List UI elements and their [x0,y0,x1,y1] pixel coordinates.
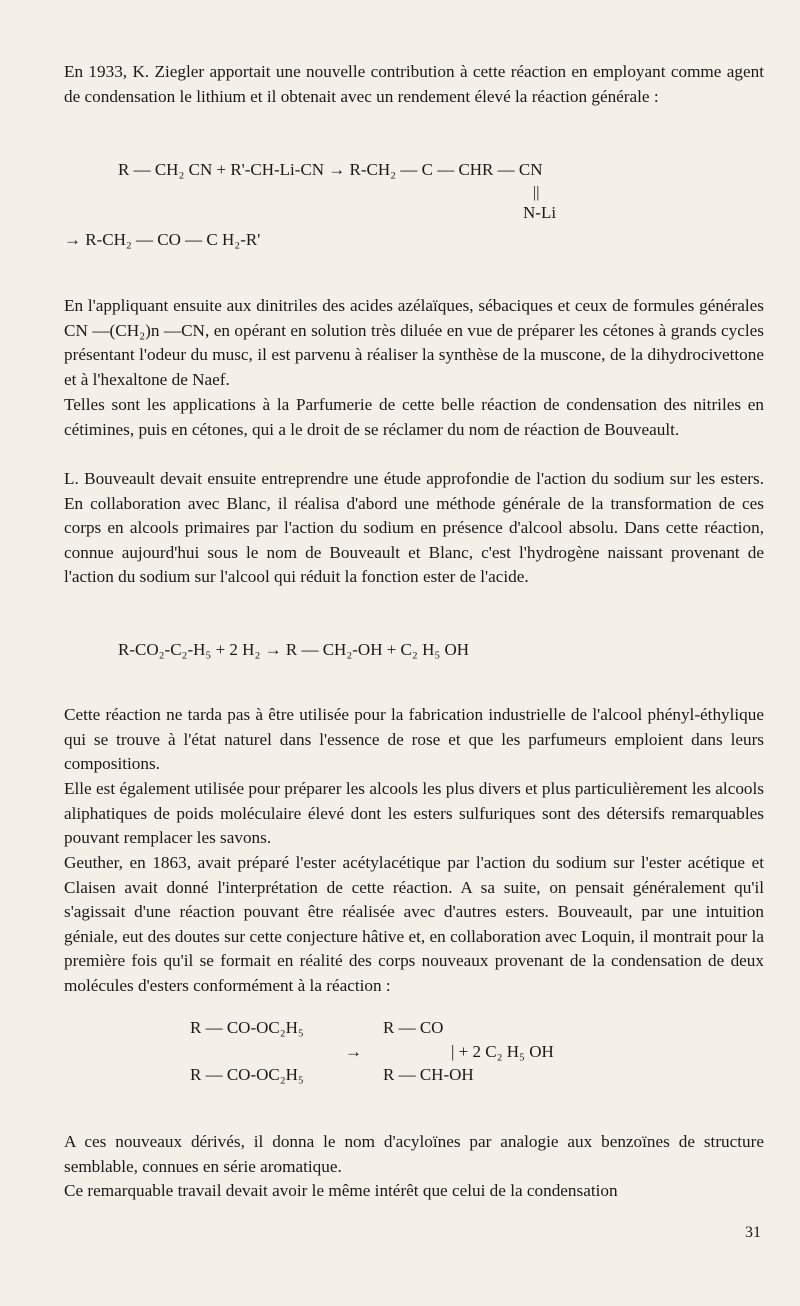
paragraph-ziegler: En 1933, K. Ziegler apportait une nouvelle contribution à cette réaction en employant comme agent de condensation le lithium et il obtenait avec un rendement élevé la réaction générale : [64,62,764,106]
paragraph-geuther: Geuther, en 1863, avait préparé l'ester acétylacétique par l'action du sodium sur l'ester acétique et Claisen avait donné l'interprétation de cette réaction. A sa suite, on pensait généralement qu'il s'agissait d'une réaction pouvant être réalisée avec d'autres esters. Bouveault, par une intuition géniale, eut des doutes sur cette conjecture hâtive et, en collaboration avec Loquin, il montrait pour la première fois qu'il se formait en réalité des corps nouveaux provenant de la condensation de deux molécules d'esters conformément à la réaction : [64,853,764,995]
paragraph-conclusion: Ce remarquable travail devait avoir le même intérêt que celui de la condensation [64,1181,618,1200]
product-mid: | + 2 C₂ H₅ OH [451,1042,554,1061]
paragraph-acyloines: A ces nouveaux dérivés, il donna le nom d'acyloïnes par analogie aux benzoïnes de structure semblable, connues en série aromatique. [64,1132,764,1176]
product-bottom: R — CH-OH [383,1065,474,1084]
paragraph-applications: Telles sont les applications à la Parfumerie de cette belle réaction de condensation des nitriles en cétimines, puis en cétones, qui a le droit de se réclamer du nom de réaction de Bouveault. [64,395,764,439]
ester-top: R — CO-OC₂H₅ [190,1018,304,1037]
equation-line-1: R — CH₂ CN + R'-CH-Li-CN → R-CH₂ — C — CHR — CN [118,160,543,179]
ester-bottom: R — CO-OC₂H₅ [190,1065,304,1084]
double-bond: || [533,184,540,201]
paragraph-aliphatic: Elle est également utilisée pour préparer les alcools les plus divers et plus particulièrement les alcools aliphatiques de poids moléculaire élevé dont les esters sulfuriques sont des détersifs remarquables pouvant remplacer les savons. [64,779,764,848]
paragraph-phenylethyl: Cette réaction ne tarda pas à être utilisée pour la fabrication industrielle de l'alcool phényl-éthylique qui se trouve à l'état naturel dans l'essence de rose et que les parfumeurs emploient dans leurs compositions. [64,705,764,774]
paragraph-bouveault-blanc: L. Bouveault devait ensuite entreprendre une étude approfondie de l'action du sodium sur les esters. En collaboration avec Blanc, il réalisa d'abord une méthode générale de la transformation de ces corps en alcools primaires par l'action du sodium en présence d'alcool absolu. Dans cette réaction, connue aujourd'hui sous le nom de Bouveault et Blanc, c'est l'hydrogène naissant provenant de l'action du sodium sur l'alcool qui réduit la fonction ester de l'acide. [64,469,764,587]
product-top: R — CO [383,1018,444,1037]
equation-reduction: R-CO₂-C₂-H₅ + 2 H₂ → R — CH₂-OH + C₂ H₅ OH [118,640,470,659]
n-li-group: N-Li [523,203,557,222]
equation-line-2: → R-CH₂ — CO — C H₂-R' [64,230,261,249]
reaction-arrow: → [345,1042,362,1061]
page-number: 31 [745,1224,761,1241]
paragraph-dinitriles: En l'appliquant ensuite aux dinitriles des acides azélaïques, sébaciques et ceux de formules générales CN —(CH₂)n —CN, en opérant en solution très diluée en vue de préparer les cétones à grands cycles présentant l'odeur du musc, il est parvenu à réaliser la synthèse de la muscone, de la dihydrocivettone et à l'hexaltone de Naef. [64,296,764,389]
